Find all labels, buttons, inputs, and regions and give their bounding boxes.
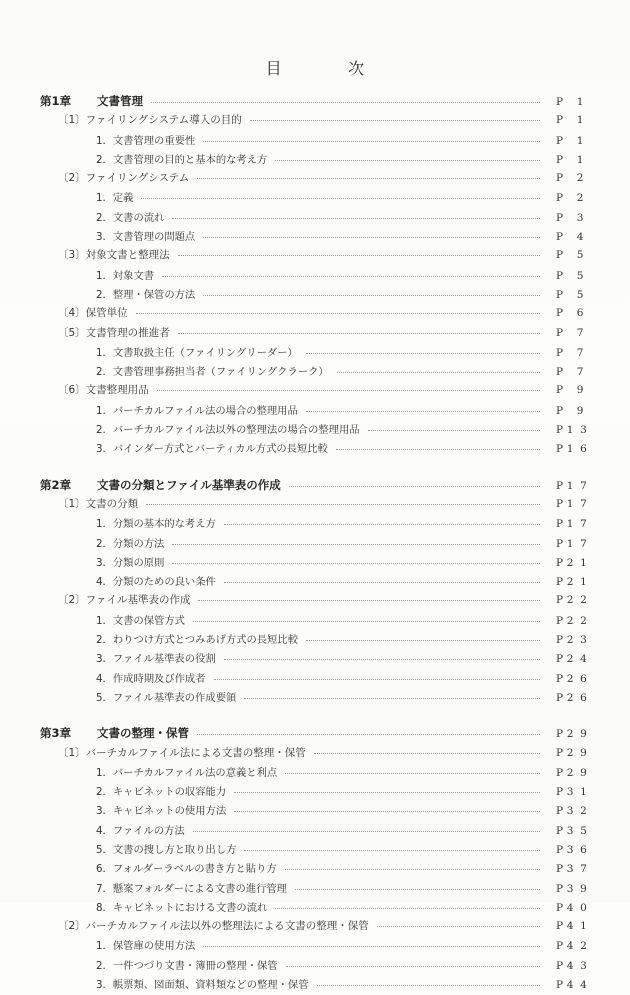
dot-leader xyxy=(314,753,540,754)
page-prefix: P xyxy=(556,537,564,550)
page-prefix: P xyxy=(556,634,564,647)
page-prefix: P xyxy=(556,979,564,992)
chapter-number: 第1章 xyxy=(40,94,72,108)
page-digits: 2 6 xyxy=(566,672,589,685)
page-digits: 7 xyxy=(576,366,585,379)
dot-leader xyxy=(286,966,540,967)
page-number xyxy=(546,615,630,627)
section-label: 〔5〕文書管理の推進者 xyxy=(58,326,170,339)
page-title xyxy=(0,0,630,79)
page-prefix: P xyxy=(556,920,564,933)
page-digits: 1 7 xyxy=(566,497,589,510)
item-label: 8．キャビネットにおける文書の流れ xyxy=(96,901,268,914)
page-number xyxy=(546,518,630,530)
toc-section-row[interactable] xyxy=(0,305,630,324)
page-prefix: P xyxy=(556,940,564,953)
item-label: 4．ファイルの方法 xyxy=(96,824,185,837)
dot-leader xyxy=(203,141,540,142)
section-label: 〔1〕文書の分類 xyxy=(58,497,139,510)
page-prefix: P xyxy=(556,249,564,262)
toc-item-row[interactable] xyxy=(0,860,630,879)
toc-item-row[interactable] xyxy=(0,132,630,151)
dot-leader xyxy=(178,333,540,334)
section-label: 〔1〕バーチカルファイル法による文書の整理・保管 xyxy=(58,746,306,759)
chapter-title: 文書の整理・保管 xyxy=(97,726,190,741)
dot-leader xyxy=(368,430,540,431)
page-number xyxy=(546,940,630,952)
dot-leader xyxy=(234,811,540,812)
page-number xyxy=(546,747,630,759)
dot-leader xyxy=(250,120,540,121)
section-label: 〔2〕バーチカルファイル法以外の整理法による文書の整理・保管 xyxy=(58,920,369,933)
dot-leader xyxy=(234,792,540,793)
page-digits: 4 xyxy=(576,231,585,244)
page-prefix: P xyxy=(556,153,564,166)
page-number xyxy=(546,767,630,779)
section-label: 〔3〕対象文書と整理法 xyxy=(58,249,170,262)
dot-leader xyxy=(157,390,540,391)
dot-leader xyxy=(214,679,540,680)
page-prefix: P xyxy=(556,728,564,741)
chapter-block xyxy=(0,708,630,995)
page-digits: 3 7 xyxy=(566,863,589,876)
page-prefix: P xyxy=(556,766,564,779)
page-number xyxy=(546,96,630,108)
toc-item-row[interactable] xyxy=(0,554,630,573)
item-label: 1．文書の保管方式 xyxy=(96,614,185,627)
page-number xyxy=(546,653,630,665)
page-number xyxy=(546,960,630,972)
toc-item-row[interactable] xyxy=(0,631,630,650)
toc-section-row[interactable] xyxy=(0,918,630,937)
toc-item-row[interactable] xyxy=(0,402,630,421)
item-label: 3．バインダー方式とバーティカル方式の長短比較 xyxy=(96,443,328,456)
page-digits: 1 xyxy=(576,114,585,127)
item-label: 1．対象文書 xyxy=(96,269,155,282)
dot-leader xyxy=(141,198,540,199)
section-label: 〔2〕ファイル基準表の作成 xyxy=(58,594,191,607)
page-number xyxy=(546,844,630,856)
item-label: 6．フォルダーラベルの書き方と貼り方 xyxy=(96,863,277,876)
page-number xyxy=(546,920,630,932)
toc-item-row[interactable] xyxy=(0,764,630,783)
toc-chapter-row[interactable] xyxy=(0,477,630,496)
item-label: 2．一件つづり文書・簿冊の整理・保管 xyxy=(96,959,278,972)
page-digits: 4 4 xyxy=(566,979,589,992)
page-prefix: P xyxy=(556,384,564,397)
page-number xyxy=(546,883,630,895)
page-digits: 1 7 xyxy=(566,537,589,550)
page-number xyxy=(546,135,630,147)
toc-item-row[interactable] xyxy=(0,802,630,821)
page-digits: 2 xyxy=(576,192,585,205)
item-label: 1．文書取扱主任（ファイリングリーダー） xyxy=(96,346,298,359)
dot-leader xyxy=(306,640,540,641)
dot-leader xyxy=(197,734,540,735)
page-digits: 3 xyxy=(576,211,585,224)
page-digits: 2 6 xyxy=(566,691,589,704)
page-number xyxy=(546,424,630,436)
page-number xyxy=(546,172,630,184)
dot-leader xyxy=(306,353,540,354)
toc-item-row[interactable] xyxy=(0,421,630,440)
toc-section-row[interactable] xyxy=(0,247,630,266)
page-digits: 3 6 xyxy=(566,843,589,856)
item-label: 1．文書管理の重要性 xyxy=(96,134,196,147)
dot-leader xyxy=(275,908,540,909)
page-prefix: P xyxy=(556,614,564,627)
item-label: 3．ファイル基準表の役割 xyxy=(96,653,216,666)
page-digits: 7 xyxy=(576,346,585,359)
item-label: 7．懸案フォルダーによる文書の進行管理 xyxy=(96,882,287,895)
page-number xyxy=(546,212,630,224)
page-digits: 5 xyxy=(576,269,585,282)
item-label: 2．整理・保管の方法 xyxy=(96,288,196,301)
page-digits: 1 7 xyxy=(566,518,589,531)
page-number xyxy=(546,673,630,685)
chapter-block xyxy=(0,460,630,709)
chapter-block xyxy=(0,93,630,460)
dot-leader xyxy=(178,255,540,256)
page-number xyxy=(546,231,630,243)
page-number xyxy=(546,480,630,492)
page-number xyxy=(546,538,630,550)
dot-leader xyxy=(285,773,540,774)
page-prefix: P xyxy=(556,326,564,339)
page-digits: 1 6 xyxy=(566,443,589,456)
toc-item-row[interactable] xyxy=(0,650,630,669)
chapter-label xyxy=(40,725,189,741)
item-label: 3．分類の原則 xyxy=(96,556,165,569)
page-digits: 4 0 xyxy=(566,901,589,914)
dot-leader xyxy=(275,160,540,161)
page-prefix: P xyxy=(556,307,564,320)
page-prefix: P xyxy=(556,231,564,244)
page-digits: 1 xyxy=(576,153,585,166)
page-prefix: P xyxy=(556,114,564,127)
page-prefix: P xyxy=(556,479,564,492)
toc-item-row[interactable] xyxy=(0,841,630,860)
section-label: 〔4〕保管単位 xyxy=(58,307,128,320)
toc-section-row[interactable] xyxy=(0,745,630,764)
page-digits: 2 2 xyxy=(566,614,589,627)
page-prefix: P xyxy=(556,346,564,359)
toc-section-row[interactable] xyxy=(0,592,630,611)
dot-leader xyxy=(336,449,540,450)
page-digits: 3 1 xyxy=(566,786,589,799)
page-prefix: P xyxy=(556,96,564,108)
chapter-label xyxy=(40,477,281,493)
page-digits: 1 3 xyxy=(566,424,589,437)
dot-leader xyxy=(289,486,540,487)
dot-leader xyxy=(203,237,540,238)
toc-item-row[interactable] xyxy=(0,880,630,899)
toc-item-row[interactable] xyxy=(0,822,630,841)
dot-leader xyxy=(337,372,540,373)
item-label: 1．分類の基本的な考え方 xyxy=(96,518,216,531)
page-prefix: P xyxy=(556,404,564,417)
item-label: 5．ファイル基準表の作成要領 xyxy=(96,691,237,704)
dot-leader xyxy=(162,276,540,277)
page-number xyxy=(546,594,630,606)
item-label: 1．バーチカルファイル法の場合の整理用品 xyxy=(96,404,298,417)
page-number xyxy=(546,270,630,282)
page-number xyxy=(546,289,630,301)
page-number xyxy=(546,786,630,798)
item-label: 2．文書管理事務担当者（ファイリングクラーク） xyxy=(96,366,329,379)
page-number xyxy=(546,192,630,204)
dot-leader xyxy=(285,869,540,870)
dot-leader xyxy=(172,544,540,545)
toc-item-row[interactable] xyxy=(0,899,630,918)
toc-item-row[interactable] xyxy=(0,937,630,956)
toc-section-row[interactable] xyxy=(0,325,630,344)
page-prefix: P xyxy=(556,211,564,224)
dot-leader xyxy=(172,218,540,219)
page-prefix: P xyxy=(556,288,564,301)
page-prefix: P xyxy=(556,594,564,607)
toc-item-row[interactable] xyxy=(0,783,630,802)
toc-item-row[interactable] xyxy=(0,440,630,459)
toc-item-row[interactable] xyxy=(0,209,630,228)
page-digits: 9 xyxy=(576,384,585,397)
toc-section-row[interactable] xyxy=(0,496,630,515)
dot-leader xyxy=(224,659,540,660)
page-prefix: P xyxy=(556,843,564,856)
section-label: 〔1〕ファイリングシステム導入の目的 xyxy=(58,114,242,127)
item-label: 3．帳票類、図面類、資料類などの整理・保管 xyxy=(96,979,309,992)
dot-leader xyxy=(295,889,540,890)
chapter-title: 文書の分類とファイル基準表の作成 xyxy=(97,477,281,492)
page-number xyxy=(546,405,630,417)
item-label: 4．分類のための良い条件 xyxy=(96,576,216,589)
page-prefix: P xyxy=(556,786,564,799)
toc-item-row[interactable] xyxy=(0,515,630,534)
item-label: 2．文書の流れ xyxy=(96,211,165,224)
item-label: 1．保管庫の使用方法 xyxy=(96,940,196,953)
toc-chapter-row[interactable] xyxy=(0,93,630,112)
dot-leader xyxy=(224,582,540,583)
item-label: 2．キャビネットの収容能力 xyxy=(96,786,227,799)
page-digits: 3 9 xyxy=(566,882,589,895)
toc-section-row[interactable] xyxy=(0,170,630,189)
dot-leader xyxy=(146,504,540,505)
page-prefix: P xyxy=(556,134,564,147)
page-title-left: 目 xyxy=(265,59,282,78)
toc-item-row[interactable] xyxy=(0,573,630,592)
page-number xyxy=(546,498,630,510)
item-label: 2．わりつけ方式とつみあげ方式の長短比較 xyxy=(96,634,298,647)
dot-leader xyxy=(306,411,540,412)
page-digits: 3 5 xyxy=(566,824,589,837)
chapter-title: 文書管理 xyxy=(97,94,144,108)
page-number xyxy=(546,557,630,569)
page-digits: 1 xyxy=(576,134,585,147)
page-prefix: P xyxy=(556,192,564,205)
page-prefix: P xyxy=(556,863,564,876)
dot-leader xyxy=(224,524,540,525)
page-number xyxy=(546,347,630,359)
page-prefix: P xyxy=(556,366,564,379)
page-number xyxy=(546,384,630,396)
dot-leader xyxy=(151,102,540,103)
page-prefix: P xyxy=(556,518,564,531)
page-digits: 4 3 xyxy=(566,959,589,972)
toc-item-row[interactable] xyxy=(0,535,630,554)
toc-item-row[interactable] xyxy=(0,957,630,976)
dot-leader xyxy=(203,946,540,947)
page-number xyxy=(546,634,630,646)
page-number xyxy=(546,902,630,914)
page-number xyxy=(546,863,630,875)
page-number xyxy=(546,728,630,740)
toc-chapter-row[interactable] xyxy=(0,725,630,744)
item-label: 5．文書の捜し方と取り出し方 xyxy=(96,843,237,856)
toc-item-row[interactable] xyxy=(0,363,630,382)
item-label: 1．定義 xyxy=(96,192,134,205)
page-number xyxy=(546,114,630,126)
dot-leader xyxy=(136,313,540,314)
page-digits: 6 xyxy=(576,307,585,320)
dot-leader xyxy=(198,600,540,601)
item-label: 2．文書管理の目的と基本的な考え方 xyxy=(96,153,268,166)
page-number xyxy=(546,307,630,319)
dot-leader xyxy=(193,621,540,622)
page-title-right: 次 xyxy=(348,59,365,78)
page-digits: 2 9 xyxy=(566,728,589,741)
toc-item-row[interactable] xyxy=(0,670,630,689)
page-number xyxy=(546,366,630,378)
item-label: 1．バーチカルファイル法の意義と利点 xyxy=(96,766,278,779)
page-number xyxy=(546,154,630,166)
page-digits: 4 2 xyxy=(566,940,589,953)
page-digits: 3 2 xyxy=(566,805,589,818)
page-digits: 4 1 xyxy=(566,920,589,933)
toc-item-row[interactable] xyxy=(0,286,630,305)
toc-item-row[interactable] xyxy=(0,344,630,363)
dot-leader xyxy=(377,926,540,927)
page-digits: 2 2 xyxy=(566,594,589,607)
page-digits: 1 7 xyxy=(566,479,589,492)
page-prefix: P xyxy=(556,497,564,510)
toc-item-row[interactable] xyxy=(0,189,630,208)
section-label: 〔6〕文書整理用品 xyxy=(58,384,149,397)
toc-section-row[interactable] xyxy=(0,112,630,131)
page-digits: 1 xyxy=(576,96,585,108)
table-of-contents xyxy=(0,79,630,995)
page-prefix: P xyxy=(556,269,564,282)
section-label: 〔2〕ファイリングシステム xyxy=(58,172,190,185)
page-prefix: P xyxy=(556,691,564,704)
page-number xyxy=(546,327,630,339)
page-prefix: P xyxy=(556,805,564,818)
page-number xyxy=(546,805,630,817)
page-prefix: P xyxy=(556,424,564,437)
page-prefix: P xyxy=(556,901,564,914)
page-prefix: P xyxy=(556,746,564,759)
page-prefix: P xyxy=(556,672,564,685)
toc-item-row[interactable] xyxy=(0,689,630,708)
dot-leader xyxy=(172,563,540,564)
page-prefix: P xyxy=(556,172,564,185)
page-digits: 7 xyxy=(576,326,585,339)
page-digits: 9 xyxy=(576,404,585,417)
page-digits: 2 1 xyxy=(566,556,589,569)
toc-item-row[interactable] xyxy=(0,612,630,631)
dot-leader xyxy=(197,178,540,179)
page-prefix: P xyxy=(556,556,564,569)
page-prefix: P xyxy=(556,824,564,837)
item-label: 2．バーチカルファイル法以外の整理法の場合の整理用品 xyxy=(96,424,360,437)
dot-leader xyxy=(193,831,540,832)
page-number xyxy=(546,692,630,704)
toc-item-row[interactable] xyxy=(0,267,630,286)
chapter-label xyxy=(40,93,143,109)
dot-leader xyxy=(203,295,540,296)
item-label: 3．文書管理の問題点 xyxy=(96,231,196,244)
page-prefix: P xyxy=(556,959,564,972)
page-number xyxy=(546,825,630,837)
toc-item-row[interactable] xyxy=(0,976,630,995)
page-prefix: P xyxy=(556,576,564,589)
chapter-spacer xyxy=(0,460,630,477)
item-label: 4．作成時期及び作成者 xyxy=(96,672,206,685)
page-digits: 5 xyxy=(576,288,585,301)
item-label: 2．分類の方法 xyxy=(96,537,165,550)
page-digits: 2 1 xyxy=(566,576,589,589)
page-number xyxy=(546,249,630,261)
page-digits: 2 9 xyxy=(566,746,589,759)
page-digits: 2 3 xyxy=(566,634,589,647)
page-digits: 2 xyxy=(576,172,585,185)
dot-leader xyxy=(317,985,541,986)
page-number xyxy=(546,576,630,588)
page-number xyxy=(546,443,630,455)
toc-section-row[interactable] xyxy=(0,382,630,401)
dot-leader xyxy=(244,698,540,699)
chapter-spacer xyxy=(0,708,630,725)
page-prefix: P xyxy=(556,882,564,895)
page-number xyxy=(546,979,630,991)
page-digits: 2 4 xyxy=(566,653,589,666)
page-digits: 5 xyxy=(576,249,585,262)
page-prefix: P xyxy=(556,653,564,666)
page-digits: 2 9 xyxy=(566,766,589,779)
page-prefix: P xyxy=(556,443,564,456)
dot-leader xyxy=(244,850,540,851)
toc-item-row[interactable] xyxy=(0,151,630,170)
chapter-number: 第2章 xyxy=(40,477,72,492)
chapter-number: 第3章 xyxy=(40,726,72,741)
toc-item-row[interactable] xyxy=(0,228,630,247)
item-label: 3．キャビネットの使用方法 xyxy=(96,805,227,818)
